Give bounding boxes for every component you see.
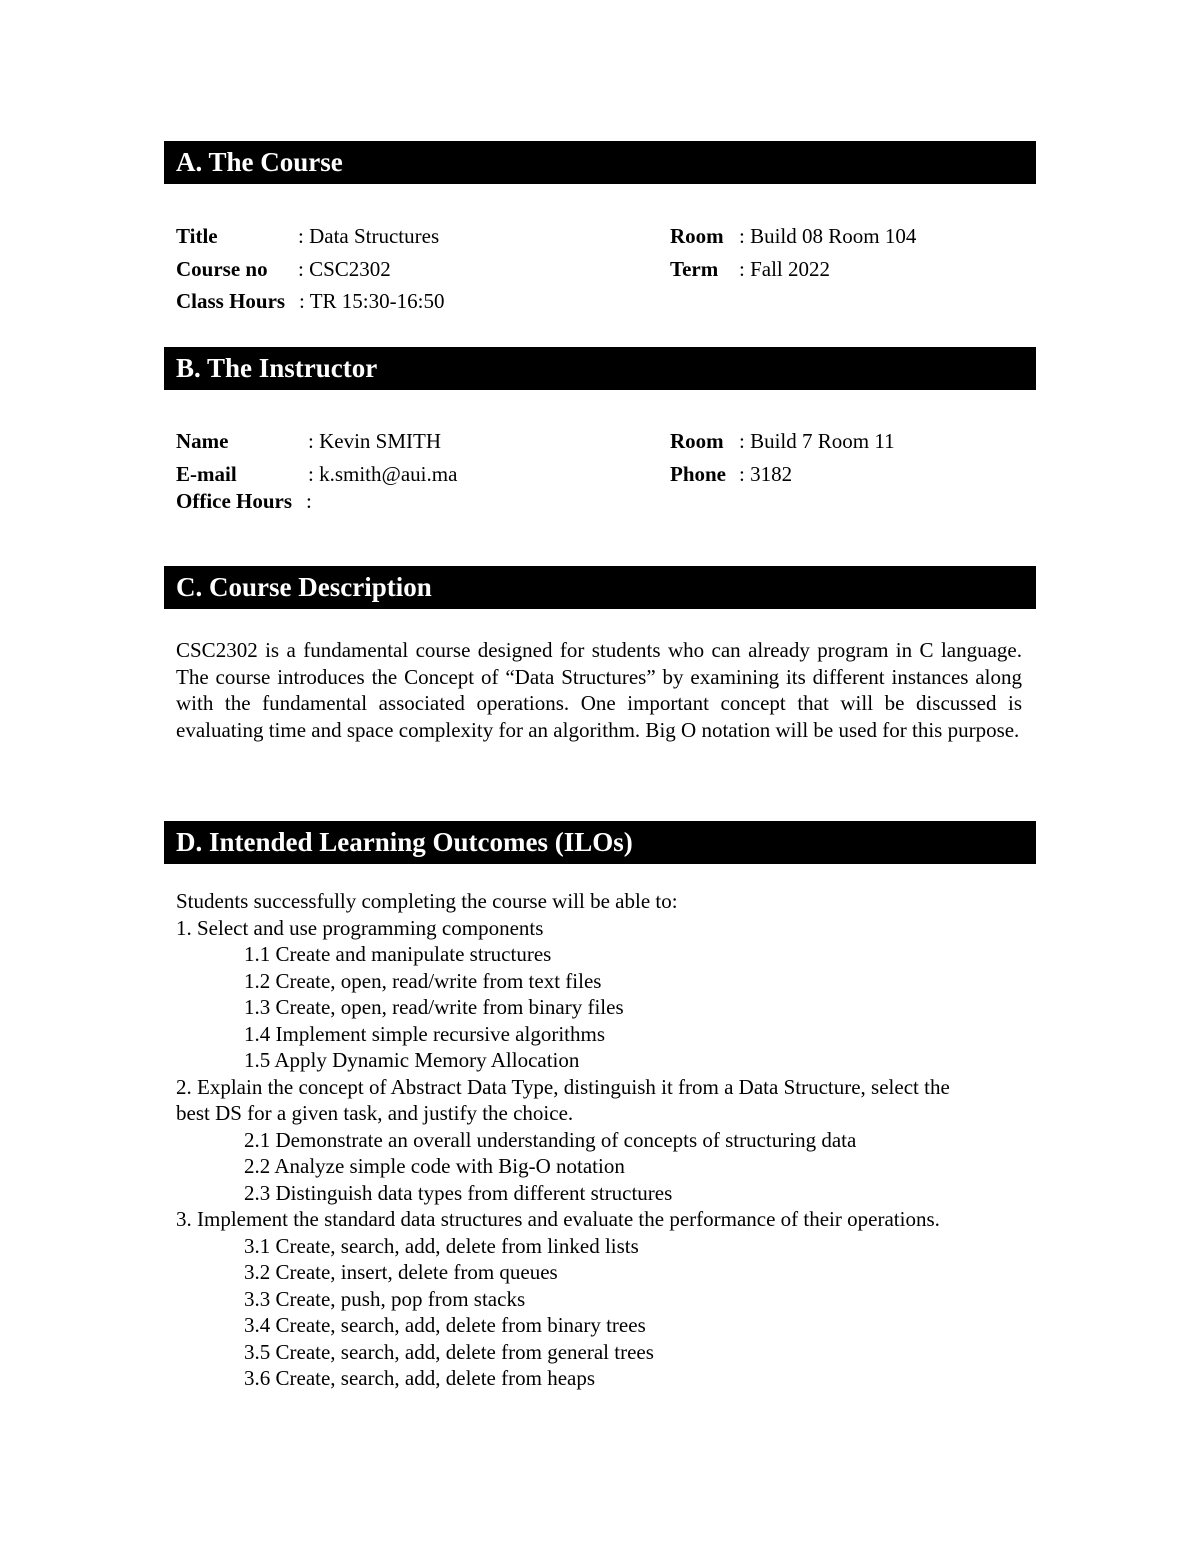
ilo-item-2-2: 2.2 Analyze simple code with Big-O notation — [244, 1154, 625, 1178]
course-number-value: : CSC2302 — [298, 257, 391, 281]
course-title-value: : Data Structures — [298, 224, 440, 248]
ilo-item-3-5: 3.5 Create, search, add, delete from general trees — [244, 1340, 654, 1364]
ilo-item-3-3: 3.3 Create, push, pop from stacks — [244, 1287, 526, 1311]
ilo-item-2-1: 2.1 Demonstrate an overall understanding of concepts of structuring data — [244, 1128, 857, 1152]
section-heading-course: A. The Course — [164, 141, 1036, 184]
instructor-email-label: E-mail — [176, 462, 237, 486]
office-hours-label: Office Hours — [176, 489, 293, 513]
instructor-phone-value: : 3182 — [739, 462, 793, 486]
ilo-item-3-6: 3.6 Create, search, add, delete from heaps — [244, 1366, 596, 1390]
ilo-item-3-4: 3.4 Create, search, add, delete from binary trees — [244, 1313, 646, 1337]
class-hours-label: Class Hours — [176, 289, 286, 313]
section-heading-description: C. Course Description — [164, 566, 1036, 609]
ilo-item-1-2: 1.2 Create, open, read/write from text files — [244, 969, 602, 993]
class-hours-value: : TR 15:30-16:50 — [299, 289, 445, 313]
instructor-room-value: : Build 7 Room 11 — [739, 429, 895, 453]
course-room-label: Room — [670, 224, 724, 248]
office-hours-value: : — [306, 489, 312, 513]
instructor-phone-label: Phone — [670, 462, 727, 486]
instructor-room-label: Room — [670, 429, 724, 453]
ilo-item-1-4: 1.4 Implement simple recursive algorithms — [244, 1022, 605, 1046]
ilo-item-3-1: 3.1 Create, search, add, delete from linked lists — [244, 1234, 639, 1258]
ilo-item-1-3: 1.3 Create, open, read/write from binary files — [244, 995, 624, 1019]
course-term-label: Term — [670, 257, 719, 281]
ilo-item-1-5: 1.5 Apply Dynamic Memory Allocation — [244, 1048, 580, 1072]
ilo-item-3: 3. Implement the standard data structures and evaluate the performance of their operations. — [176, 1207, 940, 1231]
course-number-label: Course no — [176, 257, 268, 281]
section-heading-instructor: B. The Instructor — [164, 347, 1036, 390]
ilo-item-1: 1. Select and use programming components — [176, 916, 544, 940]
course-description-paragraph: CSC2302 is a fundamental course designed for students who can already program in C language. The course introduces the Concept of “Data Structures” by examining its different instances along with the fundamental associated operations. One important concept that will be discussed is evaluating time and space complexity for an algorithm. Big O notation will be used for this purpose. — [176, 638, 1022, 742]
course-title-label: Title — [176, 224, 218, 248]
ilo-item-3-2: 3.2 Create, insert, delete from queues — [244, 1260, 558, 1284]
course-term-value: : Fall 2022 — [739, 257, 831, 281]
course-room-value: : Build 08 Room 104 — [739, 224, 917, 248]
instructor-name-label: Name — [176, 429, 229, 453]
instructor-email-value: : k.smith@aui.ma — [308, 462, 458, 486]
ilo-item-2-line-2: best DS for a given task, and justify the choice. — [176, 1101, 574, 1125]
ilo-item-2-line-1: 2. Explain the concept of Abstract Data Type, distinguish it from a Data Structure, select the — [176, 1075, 950, 1099]
ilo-item-1-1: 1.1 Create and manipulate structures — [244, 942, 552, 966]
ilo-item-2-3: 2.3 Distinguish data types from different structures — [244, 1181, 673, 1205]
section-heading-ilos: D. Intended Learning Outcomes (ILOs) — [164, 821, 1036, 864]
instructor-name-value: : Kevin SMITH — [308, 429, 441, 453]
ilo-intro: Students successfully completing the course will be able to: — [176, 889, 678, 913]
